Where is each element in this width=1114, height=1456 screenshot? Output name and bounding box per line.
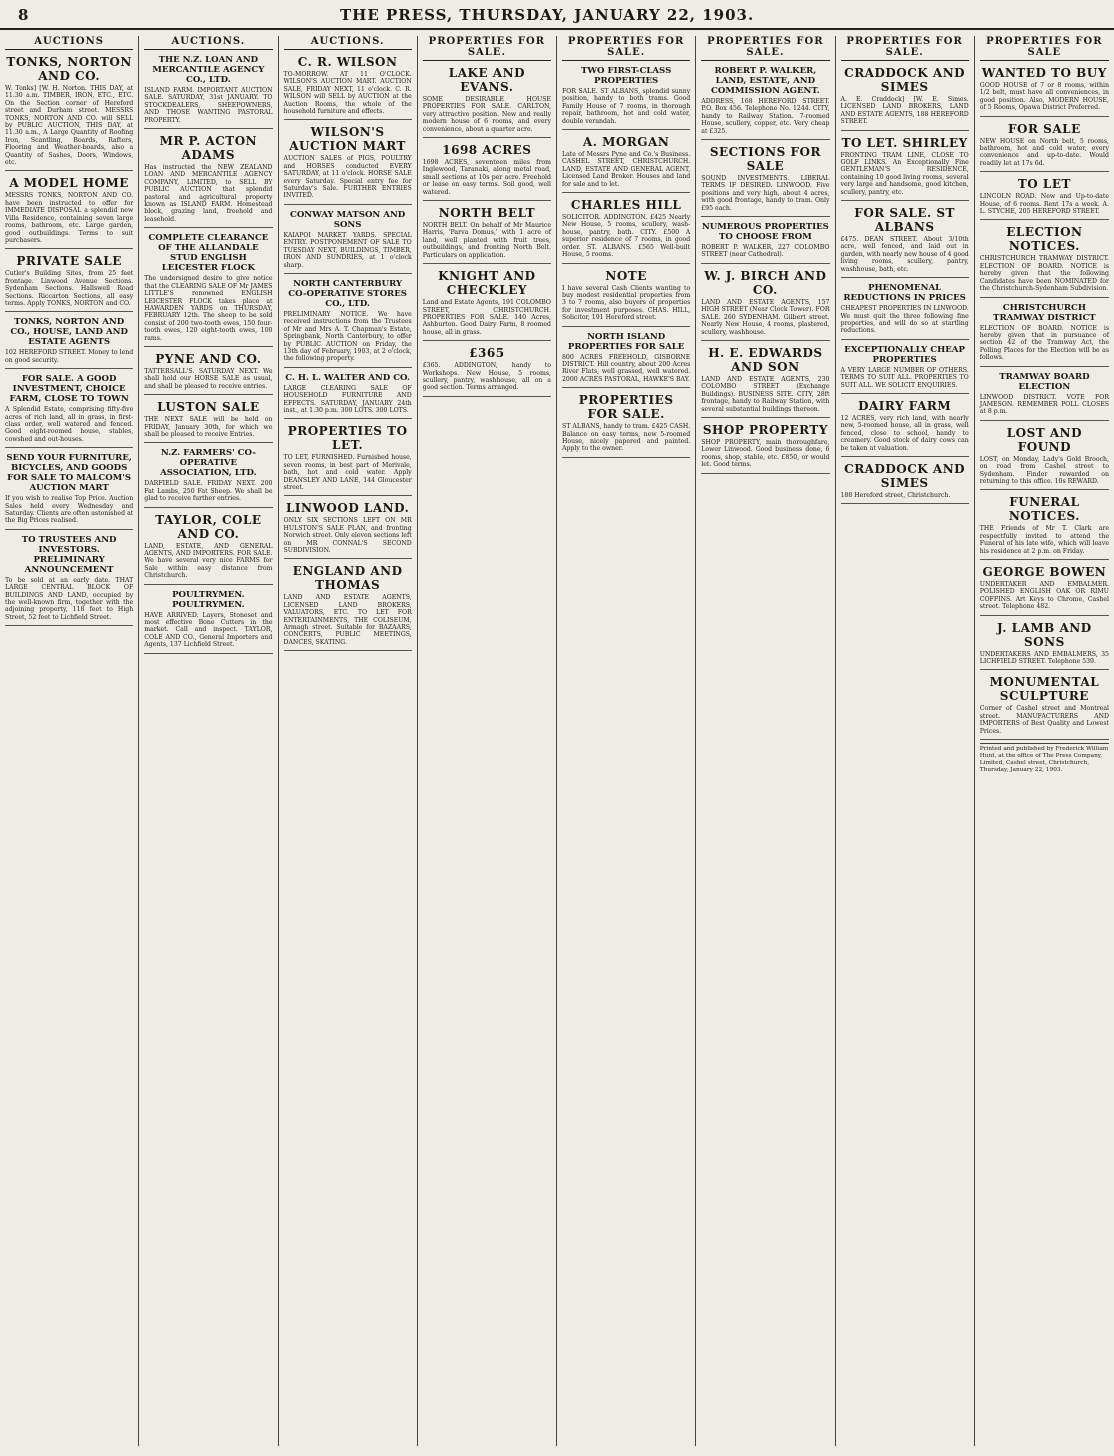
ad-body: TATTERSALL'S. SATURDAY NEXT. We shall hold our HORSE SALE as usual, and shall be pleased to receive entries.	[144, 367, 273, 390]
ad-body: A. E. Craddock] [W. E. Simes. LICENSED LAND BROKERS, LAND AND ESTATE AGENTS, 188 HEREFORD STREET.	[840, 96, 969, 126]
ad-headline: C. R. WILSON	[297, 55, 398, 69]
ad-headline: A. MORGAN	[582, 135, 670, 150]
column-7	[836, 36, 975, 1446]
advertisement	[701, 64, 829, 140]
ad-body: FOR SALE. ST ALBANS, splendid sunny position, handy to both trams. Good Family House of 7 rooms, in thorough repair, bathroom, hot and cold water, double verandah.	[562, 88, 691, 125]
ad-headline: SHOP PROPERTY	[702, 422, 828, 437]
ad-body: SOUND INVESTMENTS. LIBERAL TERMS IF DESIRED. LINWOOD. Five positions and very high, about 4 acres, with good frontage, handy to tram. Only £95 each.	[701, 175, 830, 212]
ad-headline: EXCEPTIONALLY CHEAP PROPERTIES	[844, 344, 965, 365]
ad-headline: LAKE AND EVANS.	[448, 66, 525, 94]
page-number: 8	[18, 6, 30, 24]
ad-headline: H. E. EDWARDS AND SON	[708, 345, 823, 374]
advertisement	[841, 134, 969, 201]
ad-body: 1698 ACRES, seventeen miles from Inglewood, Taranaki, along metal road, small sections at 10s per acre. Freehold or lease on easy terms. Soil good, well watered.	[422, 159, 551, 196]
ad-body: LINWOOD DISTRICT. VOTE FOR JAMESON. REMEMBER POLL CLOSES at 8 p.m.	[979, 393, 1109, 416]
ad-body: MESSRS TONKS, NORTON AND CO. have been instructed to offer for IMMEDIATE DISPOSAL a splendid new Villa Residence, containing seven large rooms, bathroom, etc. Large garden, good outbuildings. Terms to suit purchasers.	[5, 192, 134, 244]
ad-body: HAVE ARRIVED. Layers, Stoneset and most effective Bone Cutters in the market. Call and inspect. TAYLOR, COLE AND CO., General Importers and Agents, 137 Lichfield Street.	[144, 611, 273, 649]
column-5	[557, 36, 696, 1446]
newspaper-page	[0, 36, 1114, 1452]
advertisement	[841, 460, 969, 504]
advertisement	[701, 344, 829, 418]
ad-headline: SEND YOUR FURNITURE, BICYCLES, AND GOODS FOR SALE TO MALCOM'S AUCTION MART	[6, 453, 132, 494]
advertisement	[701, 220, 829, 264]
ad-body: LOST, on Monday, Lady's Gold Brooch, on road from Cashel street to Sydenham. Finder rewarded on returning to this office. 10s REWARD.	[979, 455, 1109, 485]
ad-headline: TONKS, NORTON AND CO.	[6, 55, 132, 83]
advertisement	[144, 132, 272, 228]
ad-body: DARFIELD SALE. FRIDAY NEXT. 200 Fat Lambs, 250 Fat Sheep. We shall be glad to receive further entries.	[144, 480, 273, 503]
advertisement	[701, 421, 829, 474]
ad-body: LAND AND ESTATE AGENTS, 230 COLOMBO STREET (Exchange Buildings). BUSINESS SITE. CITY, 28ft frontage, handy to Railway Station, with several substantial buildings thereon.	[701, 375, 830, 413]
ad-headline: TWO FIRST-CLASS PROPERTIES	[580, 66, 672, 86]
advertisement	[144, 398, 272, 443]
ad-headline: PROPERTIES TO LET.	[287, 424, 408, 453]
advertisement	[841, 397, 969, 457]
ad-body: LINCOLN ROAD. New and Up-to-date House, of 6 rooms. Rent 17s a week. A. L. STYCHE, 205 HEREFORD STREET.	[979, 193, 1109, 216]
ad-body: Corner of Cashel street and Montreal street. MANUFACTURERS AND IMPORTERS of Best Quality and Lowest Prices.	[979, 705, 1109, 735]
ad-headline: PHENOMENAL REDUCTIONS IN PRICES	[843, 283, 966, 304]
masthead	[0, 0, 1114, 30]
ad-headline: ELECTION NOTICES.	[1006, 225, 1083, 254]
advertisement	[562, 391, 690, 458]
advertisement	[980, 619, 1109, 671]
column-heading: AUCTIONS.	[144, 36, 272, 50]
ad-headline: LINWOOD LAND.	[285, 501, 410, 516]
advertisement	[144, 350, 272, 395]
ad-body: Has instructed the NEW ZEALAND LOAN AND MERCANTILE AGENCY COMPANY, LIMITED, to SELL BY PUBLIC AUCTION that splendid pastoral and agricultural property known as ISLAND FARM. Homestead block, grazing land, freehold and leasehold.	[144, 164, 273, 223]
ad-headline: ROBERT P. WALKER, LAND, ESTATE, AND COMMISSION AGENT.	[711, 66, 820, 96]
ad-body: THE Friends of Mr T. Clark are respectfully invited to attend the Funeral of his late wife, which will leave his residence at 2 p.m. on Friday.	[979, 525, 1109, 555]
ad-headline: TO LET	[1017, 177, 1071, 192]
ad-body: SHOP PROPERTY, main thoroughfare, Lower Linwood. Good business done, 6 rooms, shop, stable, etc. £850, or would let. Good terms.	[701, 438, 830, 469]
advertisement	[980, 424, 1109, 491]
ad-body: A VERY LARGE NUMBER OF OTHERS. TERMS TO SUIT ALL. PROPERTIES TO SUIT ALL. WE SOLICIT ENQUIRIES.	[840, 366, 969, 389]
advertisement	[144, 511, 272, 585]
ad-body: 800 ACRES FREEHOLD, GISBORNE DISTRICT. Hill country, about 200 Acres River Flats, well grassed, well watered. 2000 ACRES PASTORAL, HAWKE'S BAY.	[562, 353, 691, 383]
advertisement	[5, 451, 133, 530]
ad-body: CHEAPEST PROPERTIES IN LINWOOD. We must quit the three following fine properties, and will do so at startling reductions.	[840, 305, 969, 335]
ad-body: The undersigned desire to give notice that the CLEARING SALE OF Mr JAMES LITTLE'S renowned ENGLISH LEICESTER FLOCK takes place at HAWARDEN YARDS on THURSDAY, FEBRUARY 12th. The sheep to be sold consist of 200 two-tooth ewes, 150 four-tooth ewes, 120 eight-tooth ewes, 100 rams.	[144, 275, 273, 342]
ad-headline: LUSTON SALE	[157, 400, 260, 415]
ad-body: PRELIMINARY NOTICE. We have received instructions from the Trustees of Mr and Mrs A. T. Chapman's Estate, Springbank, North Canterbury, to offer by PUBLIC AUCTION on Friday, the 13th day of February, 1903, at 2 o'clock, the following property.	[283, 310, 412, 363]
ad-body: A Splendid Estate, comprising fifty-five acres of rich land, all in grass, in first-class order, well watered and fenced. Good eight-roomed house, stables, cowshed and out-houses.	[5, 406, 134, 443]
ad-body: Cutler's Building Sites, from 25 feet frontage. Linwood Avenue Sections. Sydenham Sections. Hallswell Road Sections. Riccarton Sections, all easy terms. Apply TONKS, NORTON and CO.	[5, 270, 134, 307]
ad-headline: CHRISTCHURCH TRAMWAY DISTRICT	[993, 302, 1096, 323]
column-heading: AUCTIONS.	[284, 36, 412, 50]
ad-body: SOME DESIRABLE HOUSE PROPERTIES FOR SALE. CARLTON, very attractive position. New and really modern house of 6 rooms, and every convenience, about a quarter acre.	[422, 96, 551, 133]
ad-body: NORTH BELT. On behalf of Mr Maurice Harris, 'Parva Domus,' with 1 acre of land, well planted with fruit trees, outbuildings, and fronting North Belt. Particulars on application.	[422, 222, 551, 259]
column-heading: PROPERTIES FOR SALE.	[423, 36, 551, 61]
ad-body: TO-MORROW. AT 11 O'CLOCK. WILSON'S AUCTION MART. AUCTION SALE, FRIDAY NEXT, 11 o'clock. C. R. WILSON will SELL by AUCTION at the Auction Rooms, the whole of the household furniture and effects.	[283, 71, 412, 116]
ad-body: GOOD HOUSE of 7 or 8 rooms, within 1/2 belt, must have all conveniences, in good position. Also, MODERN HOUSE, of 5 Rooms, Opawa District Preferred.	[979, 82, 1109, 112]
ad-headline: TRAMWAY BOARD ELECTION	[999, 371, 1090, 392]
ad-headline: CRADDOCK AND SIMES	[844, 461, 966, 490]
column-3	[279, 36, 418, 1446]
ad-headline: GEORGE BOWEN	[982, 565, 1107, 579]
masthead-rule	[0, 28, 1114, 30]
ad-body: TO LET, FURNISHED. Furnished house, seven rooms, in best part of Merivale, bath, hot and cold water. Apply DEANSLEY AND LANE, 144 Gloucester street.	[283, 454, 412, 491]
printer-imprint: Printed and published by Frederick William Hunt, at the office of The Press Company, Limited, Cashel street, Christchurch, Thursday, January 22, 1903.	[980, 743, 1109, 774]
ad-body: ELECTION OF BOARD. NOTICE is hereby given that in pursuance of section 42 of the Tramway Act, the Polling Places for the Election will be as follows.	[979, 324, 1109, 362]
ad-body: ST ALBANS, handy to tram. £425 CASH. Balance on easy terms, new 5-roomed House, nicely papered and painted. Apply to the owner.	[562, 423, 691, 453]
advertisement	[284, 422, 412, 496]
advertisement	[423, 64, 551, 138]
ad-headline: MR P. ACTON ADAMS	[159, 134, 258, 163]
advertisement	[5, 372, 133, 448]
ad-body: LARGE CLEARING SALE OF HOUSEHOLD FURNITURE AND EFFECTS. SATURDAY, JANUARY 24th inst., at 1.30 p.m. 300 LOTS. 300 LOTS.	[283, 384, 412, 414]
advertisement	[144, 446, 272, 507]
ad-body: I have several Cash Clients wanting to buy modest residential properties from 3 to 7 rooms, also buyers of properties for investment purposes. CHAS. HILL, Solicitor, 191 Hereford street.	[562, 284, 691, 322]
column-heading: PROPERTIES FOR SALE.	[701, 36, 829, 61]
ad-body: AUCTION SALES of PIGS, POULTRY and HORSES conducted EVERY SATURDAY, at 11 o'clock. HORSE SALE every Saturday. Special entry fee for Saturday's Sale. FURTHER ENTRIES INVITED.	[283, 155, 412, 200]
advertisement	[980, 370, 1109, 421]
ad-headline: FOR SALE. A GOOD INVESTMENT, CHOICE FARM, CLOSE TO TOWN	[9, 374, 129, 405]
advertisement	[701, 267, 829, 341]
advertisement	[284, 123, 412, 204]
ad-body: 12 ACRES, very rich land, with nearly new, 5-roomed house, all in grass, well fenced, close to school, handy to creamery. Good stock of dairy cows can be taken at valuation.	[840, 414, 969, 452]
ad-body: W. Tonks] [W. H. Norton. THIS DAY, at 11.30 a.m. TIMBER, IRON, ETC., ETC. On the Section corner of Hereford street and Durham street. MESSRS TONKS, NORTON AND CO. will SELL by PUBLIC AUCTION, THIS DAY, at 11.30 a.m., A Large Quantity of Roofing Iron, Scantling, Boards, Rafters, Flooring and Weather-boards, also a Quantity of Sashes, Doors, Windows, etc.	[5, 85, 134, 167]
advertisement	[5, 53, 133, 171]
column-6	[696, 36, 835, 1446]
ad-headline: TONKS, NORTON AND CO., HOUSE, LAND AND ESTATE AGENTS	[10, 317, 128, 348]
advertisement	[562, 196, 690, 263]
advertisement	[423, 141, 551, 201]
ad-headline: TO LET. SHIRLEY	[841, 135, 968, 150]
ad-headline: POULTRYMEN. POULTRYMEN.	[172, 589, 245, 610]
ad-headline: WILSON'S AUCTION MART	[289, 125, 406, 154]
ad-body: £365. ADDINGTON, handy to Workshops. New House, 5 rooms, scullery, pantry, washhouse, all on a good section. Terms arranged.	[422, 362, 551, 392]
ad-body: ISLAND FARM. IMPORTANT AUCTION SALE. SATURDAY, 31st JANUARY. TO STOCKDEALERS, SHEEPOWNERS, AND THOSE WANTING PASTORAL PROPERTY.	[144, 87, 273, 124]
ad-body: ONLY SIX SECTIONS LEFT ON MR HULSTON'S SALE PLAN, and fronting Norwich street. Only eleven sections left on MR CONNAL'S SECOND SUBDIVISION.	[283, 517, 412, 555]
ad-body: SOLICITOR. ADDINGTON. £425 Nearly New House, 5 rooms, scullery, wash-house, pantry, bath. CITY. £500 A superior residence of 7 rooms, in good order. ST. ALBANS. £565 Well-built House, 5 rooms.	[562, 214, 691, 259]
ad-body: Land and Estate Agents, 191 COLOMBO STREET, CHRISTCHURCH. PROPERTIES FOR SALE. 140 Acres, Ashburton. Good Dairy Farm, 8 roomed house, all in grass.	[422, 299, 551, 336]
advertisement	[562, 267, 690, 327]
ad-headline: COMPLETE CLEARANCE OF THE ALLANDALE STUD ENGLISH LEICESTER FLOCK	[148, 233, 269, 274]
ad-body: LAND, ESTATE, AND GENERAL AGENTS, AND IMPORTERS. FOR SALE. We have several very nice FARMS for Sale within easy distance from Christchurch.	[144, 542, 273, 580]
advertisement	[562, 133, 690, 193]
advertisement	[562, 330, 690, 389]
ad-body: 188 Hereford street, Christchurch.	[840, 491, 951, 499]
ad-body: UNDERTAKERS AND EMBALMERS, 35 LICHFIELD STREET. Telephone 539.	[979, 650, 1109, 666]
ad-headline: TAYLOR, COLE AND CO.	[155, 512, 262, 541]
ad-body: LAND AND ESTATE AGENTS, 157 HIGH STREET (Near Clock Tower). FOR SALE. 260 SYDENHAM. Gilbert street. Nearly New House, 4 rooms, plastered, scullery, washhouse.	[701, 298, 830, 336]
advertisement	[423, 344, 551, 397]
ad-headline: PYNE AND CO.	[155, 351, 262, 366]
column-heading: PROPERTIES FOR SALE.	[562, 36, 690, 61]
ad-headline: 1698 ACRES	[442, 143, 532, 158]
ad-headline: PROPERTIES FOR SALE.	[578, 393, 674, 422]
ad-headline: MONUMENTAL SCULPTURE	[989, 675, 1100, 704]
advertisement	[980, 301, 1109, 367]
ad-headline: TO TRUSTEES AND INVESTORS. PRELIMINARY ANNOUNCEMENT	[21, 534, 117, 575]
ad-body: If you wish to realise Top Price. Auction Sales held every Wednesday and Saturday. Clients are often astonished at the Big Prices realised.	[5, 495, 134, 525]
ad-headline: A MODEL HOME	[9, 176, 129, 191]
advertisement	[562, 64, 690, 130]
advertisement	[980, 563, 1109, 616]
ad-headline: £365	[469, 346, 505, 361]
ad-body: To be sold at an early date. THAT LARGE CENTRAL BLOCK OF BUILDINGS AND LAND, occupied by the well-known firm, together with the adjoining property, 118 feet to High Street, 52 feet to Lichfield Street.	[5, 576, 134, 621]
advertisement	[980, 673, 1109, 740]
advertisement	[423, 204, 551, 264]
column-2	[139, 36, 278, 1446]
ad-headline: NORTH ISLAND PROPERTIES FOR SALE	[567, 331, 685, 352]
ad-body: Late of Messrs Pyne and Co.'s Business. CASHEL STREET, CHRISTCHURCH. LAND, ESTATE AND GENERAL AGENT, Licensed Land Broker. Houses and land for sale and to let.	[562, 151, 691, 188]
advertisement	[841, 64, 969, 131]
column-1	[0, 36, 139, 1446]
ad-headline: NORTH CANTERBURY CO-OPERATIVE STORES CO., LTD.	[288, 278, 407, 309]
ad-headline: C. H. L. WALTER AND CO.	[285, 372, 411, 383]
ad-headline: THE N.Z. LOAN AND MERCANTILE AGENCY CO., LTD.	[152, 55, 265, 85]
ad-headline: SECTIONS FOR SALE	[709, 145, 821, 174]
ad-headline: DAIRY FARM	[858, 398, 952, 413]
advertisement	[5, 252, 133, 312]
ad-headline: W. J. BIRCH AND CO.	[704, 268, 827, 297]
ad-headline: FOR SALE. ST ALBANS	[854, 206, 955, 235]
ad-body: UNDERTAKER AND EMBALMER. POLISHED ENGLISH OAK OR RIMU COFFINS. Art Keys to Chrome, Cashel street. Telephone 482.	[979, 581, 1109, 611]
ad-headline: CRADDOCK AND SIMES	[844, 66, 966, 94]
ad-headline: CONWAY MATSON AND SONS	[289, 209, 406, 230]
ad-headline: LOST AND FOUND	[1006, 425, 1083, 454]
ad-body: £475. DEAN STREET. About 3/10th acre, well fenced, and laid out in garden, with nearly new house of 4 good living rooms, scullery, pantry, washhouse, bath, etc.	[840, 236, 969, 273]
ad-headline: FUNERAL NOTICES.	[1008, 495, 1080, 524]
advertisement	[980, 223, 1109, 297]
advertisement	[841, 281, 969, 340]
advertisement	[284, 53, 412, 120]
advertisement	[284, 277, 412, 368]
advertisement	[284, 499, 412, 559]
advertisement	[5, 174, 133, 249]
ad-body: KAIAPOI MARKET YARDS. SPECIAL ENTRY. POSTPONEMENT OF SALE TO TUESDAY NEXT, BUILDINGS, TIMBER, IRON AND SUNDRIES, at 1 o'clock sharp.	[283, 231, 412, 269]
ad-headline: FOR SALE	[1008, 121, 1081, 136]
column-heading: PROPERTIES FOR SALE.	[841, 36, 969, 61]
ad-body: THE NEXT SALE will be held on FRIDAY, January 30th, for which we shall be pleased to receive Entries.	[144, 416, 273, 438]
ad-body: NEW HOUSE on North belt, 5 rooms, bathroom, hot and cold water, every convenience and up-to-date. Would readily let at 17s 6d.	[979, 137, 1109, 167]
advertisement	[144, 588, 272, 654]
ad-headline: NOTE	[605, 268, 647, 283]
advertisement	[841, 204, 969, 278]
ad-headline: NUMEROUS PROPERTIES TO CHOOSE FROM	[701, 222, 829, 243]
advertisement	[980, 64, 1109, 117]
ad-body: ADDRESS, 168 HEREFORD STREET. P.O. Box 456. Telephone No. 1244. CITY, handy to Railway Station. 7-roomed House, scullery, copper, etc. Very cheap at £325.	[701, 98, 830, 135]
column-heading: AUCTIONS	[5, 36, 133, 50]
advertisement	[284, 562, 412, 651]
advertisement	[980, 493, 1109, 560]
ad-body: CHRISTCHURCH TRAMWAY DISTRICT. ELECTION OF BOARD. NOTICE is hereby given that the following Candidates have been NOMINATED for the Christchurch-Sydenham Subdivision.	[979, 255, 1109, 293]
ad-body: 102 HEREFORD STREET. Money to lend on good security.	[5, 349, 134, 364]
advertisement	[980, 120, 1109, 173]
ad-body: FRONTING TRAM LINE, CLOSE TO GOLF LINKS. An Exceptionally Fine GENTLEMAN'S RESIDENCE, containing 10 good living rooms, several very large and handsome, good kitchen, scullery, pantry, etc.	[840, 151, 969, 196]
ad-headline: N.Z. FARMERS' CO-OPERATIVE ASSOCIATION, LTD.	[160, 448, 257, 479]
advertisement	[284, 208, 412, 274]
column-heading: PROPERTIES FOR SALE	[980, 36, 1109, 61]
column-4	[418, 36, 557, 1446]
newspaper-title: THE PRESS, THURSDAY, JANUARY 22, 1903.	[340, 6, 755, 24]
advertisement	[701, 143, 829, 217]
ad-headline: J. LAMB AND SONS	[997, 620, 1092, 649]
ad-body: ROBERT P. WALKER, 227 COLOMBO STREET (near Cathedral).	[701, 244, 830, 259]
ad-headline: WANTED TO BUY	[981, 66, 1107, 80]
ad-headline: NORTH BELT	[438, 206, 536, 221]
ad-headline: CHARLES HILL	[570, 198, 682, 213]
advertisement	[5, 533, 133, 626]
advertisement	[144, 53, 272, 129]
advertisement	[423, 267, 551, 341]
ad-body: LAND AND ESTATE AGENTS, LICENSED LAND BROKERS, VALUATORS, ETC. TO LET FOR ENTERTAINMENTS, THE COLISEUM, Armagh street. Suitable for BAZAARS, CONCERTS, PUBLIC MEETINGS, DANCES, SKATING.	[283, 594, 412, 646]
ad-headline: KNIGHT AND CHECKLEY	[438, 269, 536, 298]
column-8	[975, 36, 1114, 1446]
advertisement	[284, 371, 412, 420]
ad-headline: PRIVATE SALE	[16, 254, 122, 269]
advertisement	[144, 231, 272, 347]
advertisement	[980, 175, 1109, 220]
ad-headline: ENGLAND AND THOMAS	[292, 564, 403, 593]
advertisement	[5, 315, 133, 369]
advertisement	[841, 343, 969, 394]
